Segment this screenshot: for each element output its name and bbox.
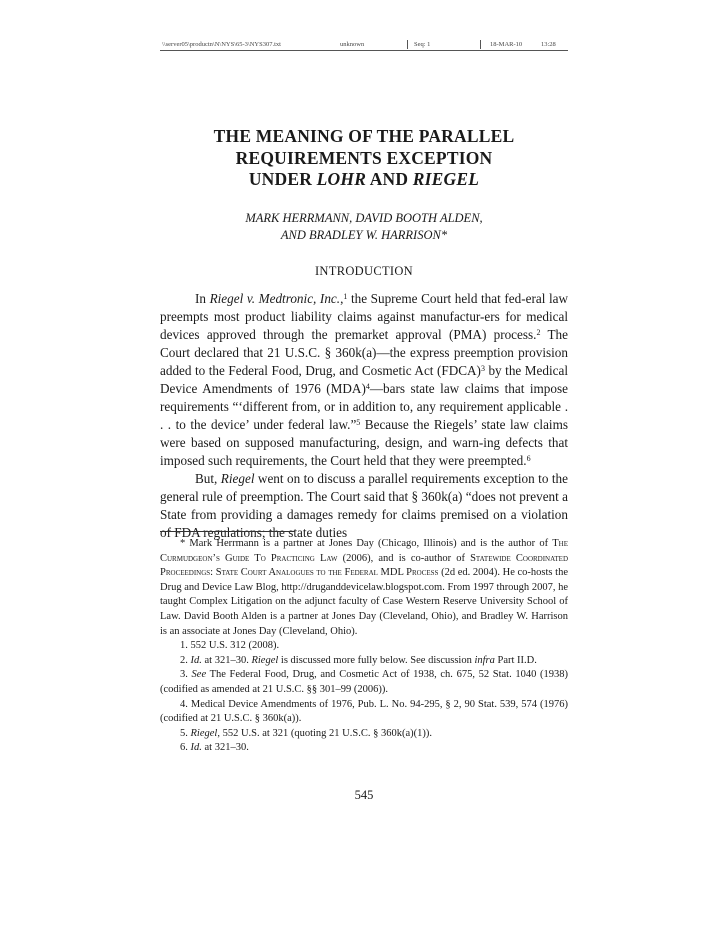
header-time: 13:28 [541,41,556,48]
paragraph-1: In Riegel v. Medtronic, Inc.,$^1$ the Supreme Court held that fed-eral law preempts most product liability claims against manufactur-ers for medical devices approved through the premarket approval (PMA) process.$^2$ The Court declared that 21 U.S.C. § 360k(a)—the express preemption provision added to the Federal Food, Drug, and Cosmetic Act (FDCA)$^3$ by the Medical Device Amendments of 1976 (MDA)$^4$—bars state law claims that impose requirements “‘different from, or in addition to, any requirement applicable . . . to the device’ under federal law.”$^5$ Because the Riegels’ state law claims were based on supposed manufacturing, design, and warn-ing defects that imposed such requirements, the Court held that they were preempted.$^6$ [160,291,568,468]
footnote-divider [160,531,295,532]
footnote-ref-1[interactable]: 1 [343,292,348,301]
case-name-lohr: LOHR [316,169,367,189]
footnote-3: 3. See The Federal Food, Drug, and Cosmetic Act of 1938, ch. 675, 52 Stat. 1040 (1938) (codified as amended at 21 U.S.C. §§ 301–99 (2006)). [160,669,568,695]
paragraph-2: But, Riegel went on to discuss a parallel requirements exception to the general rule of preemption. The Court said that § 360k(a) “does not prevent a State from providing a damages remedy for claims premised on a violation of FDA regulations; the state duties [160,471,568,540]
footnote-ref-5[interactable]: 5 [356,418,361,427]
page-number: 545 [354,788,374,802]
body-text [160,290,568,542]
section-heading: INTRODUCTION [314,264,414,278]
header-date: 18-MAR-10 [490,41,523,48]
header-seq: Seq: 1 [414,41,431,48]
footnote-ref-6[interactable]: 6 [526,454,531,463]
footnote-5: 5. Riegel, 552 U.S. at 321 (quoting 21 U.S.C. § 360k(a)(1)). [180,727,432,739]
footnote-4: 4. Medical Device Amendments of 1976, Pub. L. No. 94-295, § 2, 90 Stat. 539, 574 (1976) (codified at 21 U.S.C. § 360k(a)). [160,698,568,725]
footnote-ref-3[interactable]: 3 [480,364,485,373]
footnote-star: * Mark Herrmann is a partner at Jones Day (Chicago, Illinois) and is the author of The Curmudgeon’s Guide To Practicing Law (2006), and is co-author of Statewide Coordinated Proceedings: State Court Analogues to the Federal MDL Process (2d ed. 2004). He co-hosts the Drug and Device Law Blog, http://druganddevicelaw.blogspot.com. From 1997 through 2007, he taught Complex Litigation on the adjunct faculty of Case Western Reserve University School of Law. David Booth Alden is a partner at Jones Day (Cleveland, Ohio), and Bradley W. Harrison is an associate at Jones Day (Cleveland, Ohio). [160,538,568,637]
footnote-1: 1. 552 U.S. 312 (2008). [180,640,280,652]
footnote-ref-2[interactable]: 2 [536,328,541,337]
running-header [160,38,568,50]
header-status: unknown [340,41,365,48]
author-byline: MARK HERRMANN, DAVID BOOTH ALDEN, AND BRADLEY W. HARRISON* [245,211,483,242]
footnotes [160,537,568,756]
case-name-riegel: RIEGEL [412,169,480,189]
footnote-2: 2. Id. at 321–30. Riegel is discussed more fully below. See discussion infra Part II.D. [180,654,537,666]
footnote-ref-4[interactable]: 4 [365,382,370,391]
footnote-6: 6. Id. at 321–30. [180,742,249,754]
header-file-path: \\server05\productn\N\NYS\65-3\NYS307.txt [162,41,281,48]
article-title: THE MEANING OF THE PARALLEL REQUIREMENTS EXCEPTION UNDER LOHR AND RIEGEL [213,126,515,189]
